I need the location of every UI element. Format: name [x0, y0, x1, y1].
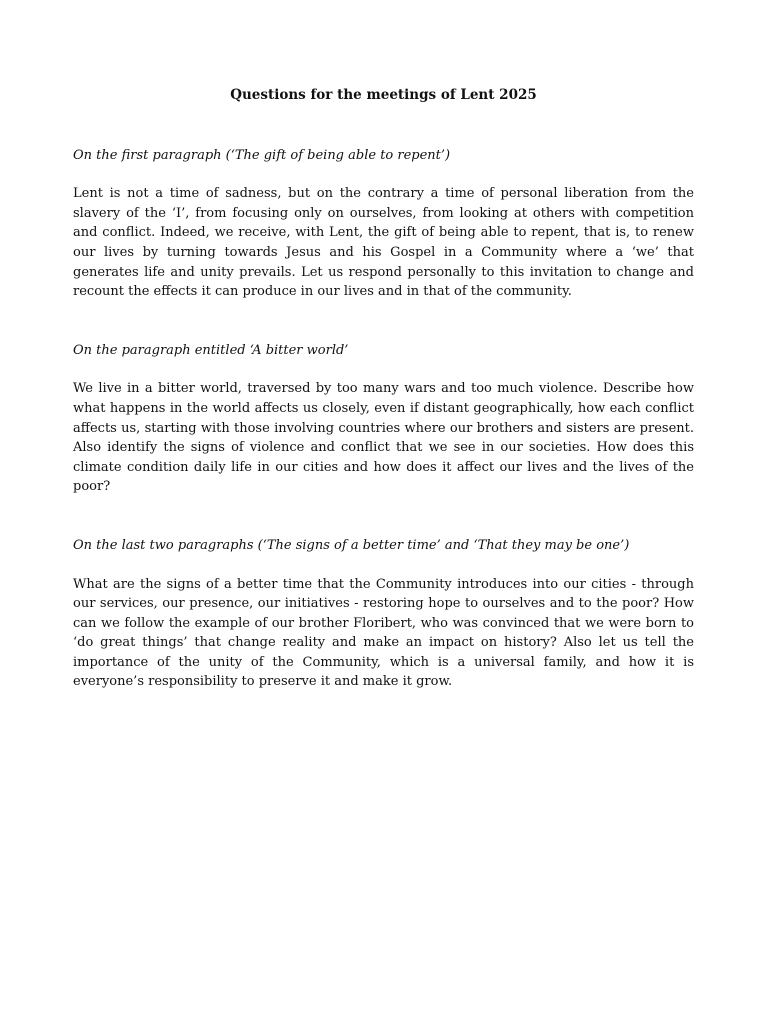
- spacer: [73, 556, 694, 575]
- section-body-first-paragraph: Lent is not a time of sadness, but on the contrary a time of personal liberation from the slavery of the ‘I’, from focusing only on ourselves, from looking at others with competition and conflict. Indeed, we receive, with Lent, the gift of being able to repent, that is, to renew our lives by turning towards Jesus and his Gospel in a Community where a ‘we’ that generates life and unity prevails. Let us respond personally to this invitation to change and recount the effects it can produce in our lives and in that of the community.: [73, 186, 694, 300]
- document-page: [73, 86, 694, 692]
- spacer: [73, 165, 694, 184]
- document-title: Questions for the meetings of Lent 2025: [230, 87, 537, 103]
- section-body-bitter-world: We live in a bitter world, traversed by too many wars and too much violence. Describe how what happens in the world affects us closely, even if distant geographically, how each conflict affects us, starting with those involving countries where our brothers and sisters are present. Also identify the signs of violence and conflict that we see in our societies. How does this climate condition daily life in our cities and how does it affect our lives and the lives of the poor?: [73, 381, 694, 495]
- section-body-last-two-paragraphs: What are the signs of a better time that the Community introduces into our cities - through our services, our presence, our initiatives - restoring hope to ourselves and to the poor? How can we follow the example of our brother Floribert, who was convinced that we were born to ‘do great things’ that change reality and make an impact on history? Also let us tell the importance of the unity of the Community, which is a universal family, and how it is everyone’s responsibility to preserve it and make it grow.: [73, 576, 694, 690]
- section-heading-first-paragraph: On the first paragraph (‘The gift of being able to repent’): [73, 147, 451, 163]
- spacer: [73, 497, 694, 536]
- section-heading-last-two-paragraphs: On the last two paragraphs (‘The signs of a better time’ and ‘That they may be one’): [73, 537, 630, 553]
- spacer: [73, 106, 694, 146]
- spacer: [73, 360, 694, 379]
- spacer: [73, 302, 694, 341]
- section-heading-bitter-world: On the paragraph entitled ‘A bitter world’: [73, 342, 349, 358]
